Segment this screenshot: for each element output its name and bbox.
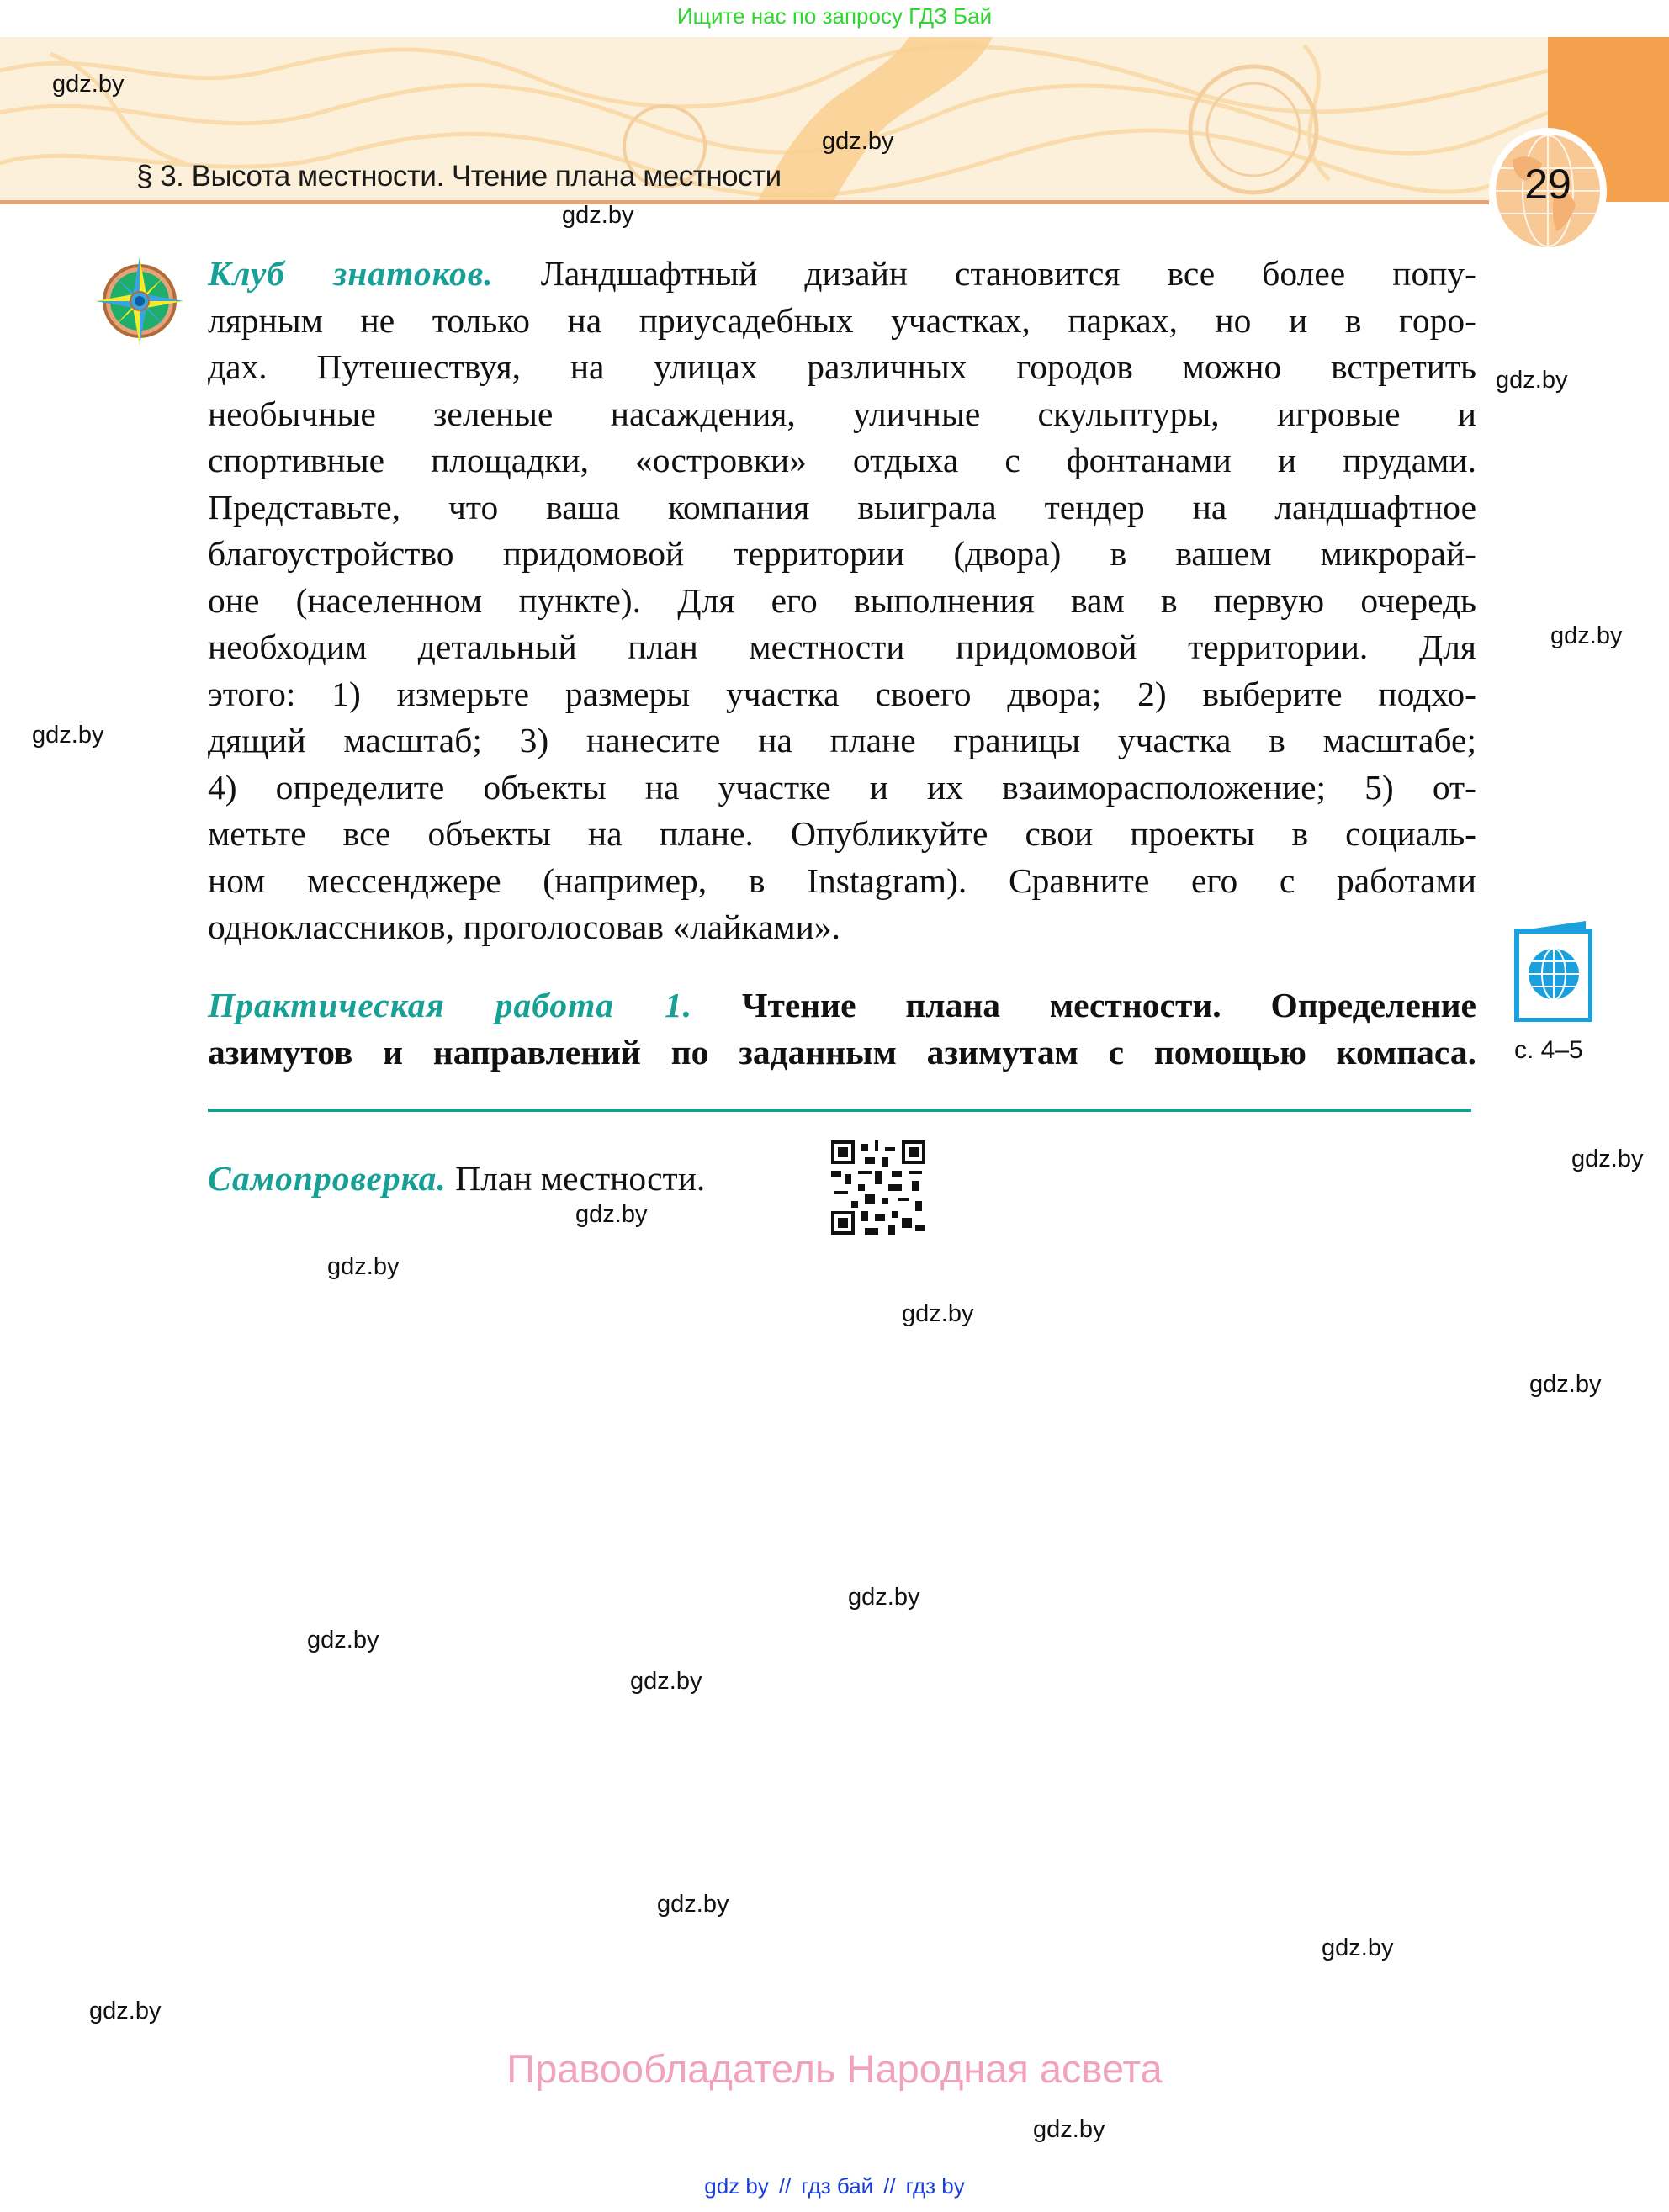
compass-rose-icon xyxy=(94,256,185,347)
watermark: gdz.by xyxy=(1550,622,1623,649)
watermark: gdz.by xyxy=(1033,2116,1105,2143)
practical-title-line2: азимутов и направлений по заданным азимутам с помощью компаса. xyxy=(208,1033,1476,1072)
search-banner: Ищите нас по запросу ГДЗ Бай xyxy=(676,3,993,29)
watermark: gdz.by xyxy=(657,1891,729,1918)
page-number: 29 xyxy=(1524,161,1571,208)
club-line-5: Представьте, что ваша компания выиграла тендер на ландшафтное xyxy=(208,487,1476,527)
footer-link-gdz-by[interactable]: gdz by xyxy=(704,2173,769,2199)
header-divider xyxy=(0,200,1489,204)
club-line-4: спортивные площадки, «островки» отдыха с фонтанами и прудами. xyxy=(208,441,1476,479)
club-line-9: этого: 1) измерьте размеры участка своего двора; 2) выберите подхо- xyxy=(208,674,1476,713)
club-line-3: необычные зеленые насаждения, уличные скульптуры, игровые и xyxy=(208,394,1476,433)
watermark: gdz.by xyxy=(1571,1146,1644,1172)
watermark: gdz.by xyxy=(630,1668,702,1695)
selfcheck-text: План местности. xyxy=(446,1159,706,1198)
club-line-0: Ландшафтный дизайн становится все более попу- xyxy=(493,254,1476,293)
watermark: gdz.by xyxy=(1529,1371,1602,1398)
watermark: gdz.by xyxy=(902,1300,974,1327)
self-check xyxy=(208,1158,705,1199)
watermark: gdz.by xyxy=(848,1584,920,1611)
watermark: gdz.by xyxy=(89,1998,162,2024)
qr-code-icon[interactable] xyxy=(831,1140,925,1235)
rights-holder-notice: Правообладатель Народная асвета xyxy=(506,2046,1163,2091)
practical-work xyxy=(208,982,1476,1076)
club-line-1: лярным не только на приусадебных участках, парках, но и в горо- xyxy=(208,300,1476,340)
section-title: § 3. Высота местности. Чтение плана местности xyxy=(136,160,782,193)
club-line-13: ном мессенджере (например, в Instagram). Сравните его с работами xyxy=(208,860,1476,900)
watermark: gdz.by xyxy=(1322,1934,1394,1961)
watermark: gdz.by xyxy=(562,202,634,229)
footer-link-gdz-bai[interactable]: гдз бай xyxy=(801,2173,874,2199)
footer-separator: // xyxy=(883,2173,896,2199)
watermark: gdz.by xyxy=(1496,367,1568,394)
club-paragraph xyxy=(208,251,1476,951)
selfcheck-lead: Самопроверка. xyxy=(208,1159,447,1198)
watermark: gdz.by xyxy=(822,128,894,155)
club-line-11: 4) определите объекты на участке и их взаиморасположение; 5) от- xyxy=(208,767,1476,807)
practical-title-line1: Чтение плана местности. Определение xyxy=(692,986,1476,1024)
club-line-6: благоустройство придомовой территории (двора) в вашем микрорай- xyxy=(208,534,1476,573)
club-lead: Клуб знатоков. xyxy=(208,254,494,293)
watermark: gdz.by xyxy=(327,1253,400,1280)
footer-separator: // xyxy=(778,2173,792,2199)
club-line-14: одноклассников, проголосовав «лайками». xyxy=(208,908,840,946)
watermark: gdz.by xyxy=(32,722,104,749)
footer-links xyxy=(0,2173,1669,2199)
club-line-10: дящий масштаб; 3) нанесите на плане границы участка в масштабе; xyxy=(208,721,1476,759)
club-line-7: оне (населенном пункте). Для его выполнения вам в первую очередь xyxy=(208,580,1476,620)
club-line-12: метьте все объекты на плане. Опубликуйте свои проекты в социаль- xyxy=(208,814,1476,853)
atlas-book-icon xyxy=(1513,919,1592,1022)
practical-lead: Практическая работа 1. xyxy=(208,986,693,1024)
watermark: gdz.by xyxy=(575,1201,648,1228)
atlas-page-reference: с. 4–5 xyxy=(1514,1036,1583,1064)
watermark: gdz.by xyxy=(52,71,125,98)
club-line-8: необходим детальный план местности придомовой территории. Для xyxy=(208,627,1476,666)
section-divider xyxy=(208,1109,1471,1112)
club-line-2: дах. Путешествуя, на улицах различных городов можно встретить xyxy=(208,347,1476,386)
footer-link-gdz-by-cyr[interactable]: гдз by xyxy=(905,2173,965,2199)
watermark: gdz.by xyxy=(307,1627,379,1654)
